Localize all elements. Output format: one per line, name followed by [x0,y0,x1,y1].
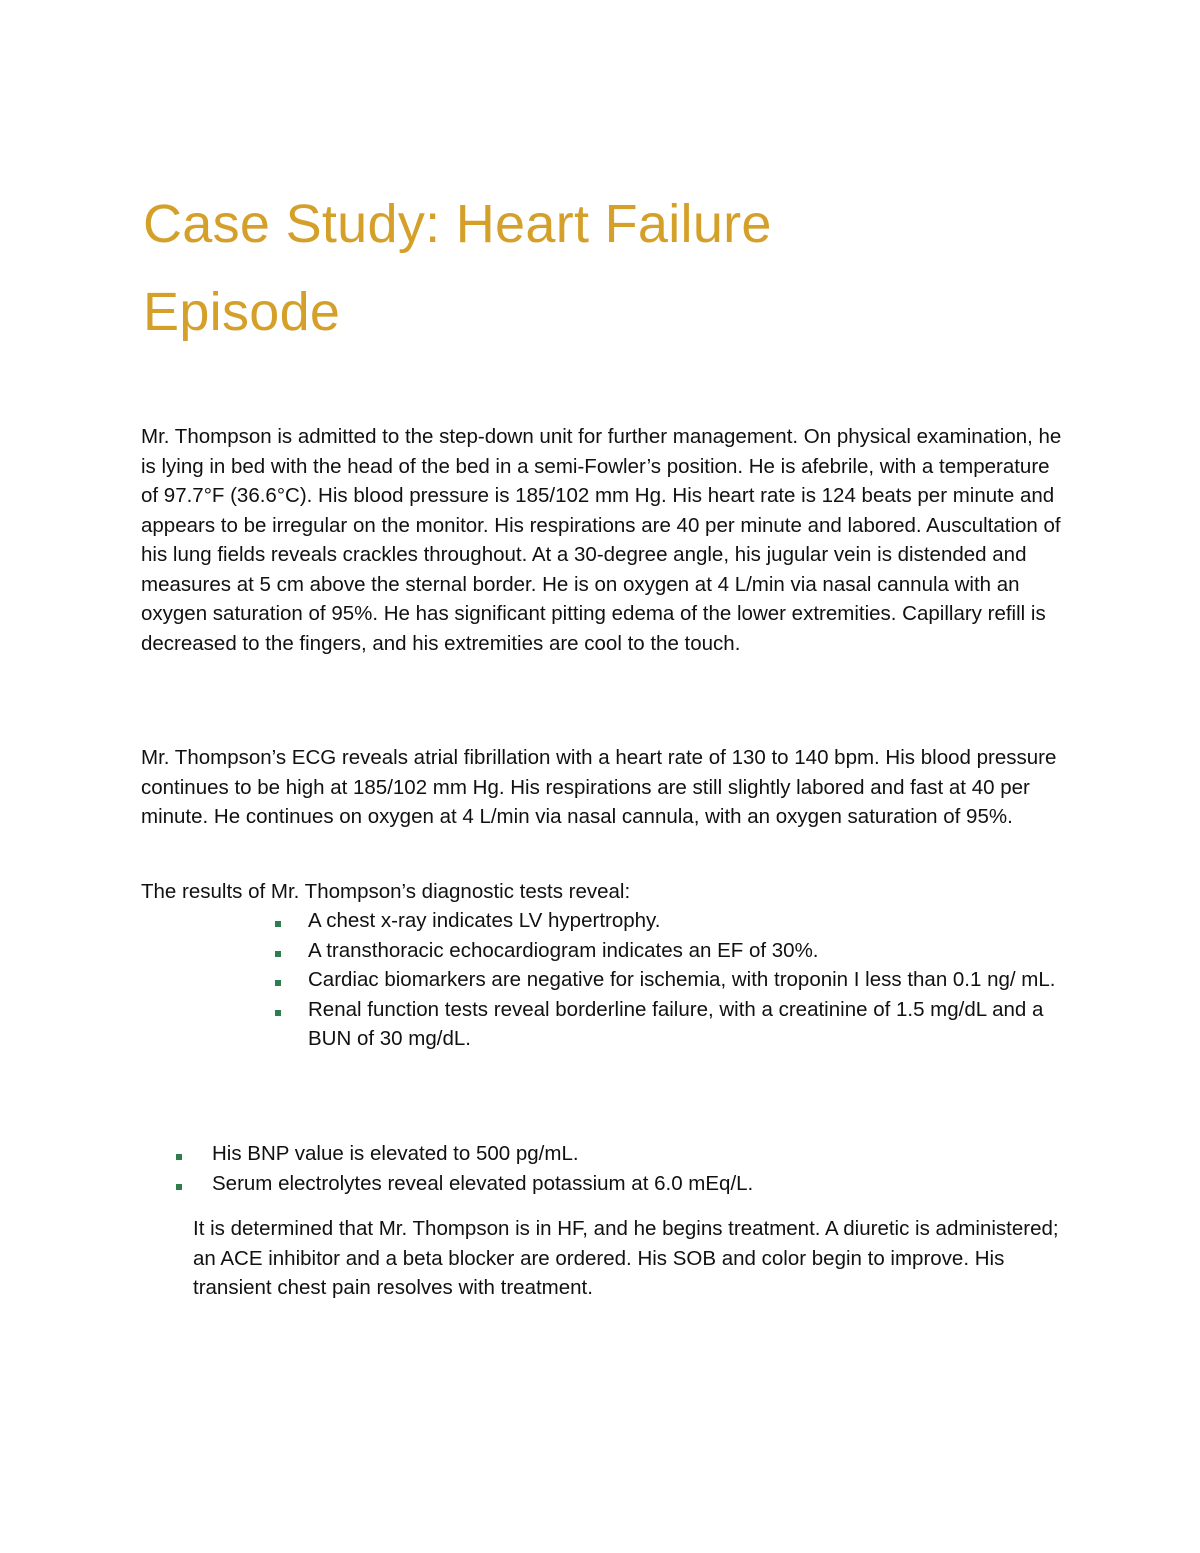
paragraph-ecg: Mr. Thompson’s ECG reveals atrial fibrillation with a heart rate of 130 to 140 bpm. His blood pressure continues to be high at 185/102 mm Hg. His respirations are still slightly labored and fast at 40 per minute. He continues on oxygen at 4 L/min via nasal cannula, with an oxygen saturation of 95%. [141,746,1057,828]
square-bullet-icon [176,1154,182,1160]
title-line-2: Episode [143,282,341,342]
list-item [308,936,1068,966]
list-item-text: A transthoracic echocardiogram indicates an EF of 30%. [308,938,819,962]
list-item [308,995,1068,1054]
square-bullet-icon [275,1010,281,1016]
list-item-text: A chest x-ray indicates LV hypertrophy. [308,909,661,932]
paragraph-admission: Mr. Thompson is admitted to the step-down unit for further management. On physical examination, he is lying in bed with the head of the bed in a semi-Fowler’s position. He is afebrile, with a temperature of 97.7°F (36.6°C). His blood pressure is 185/102 mm Hg. His heart rate is 124 beats per minute and appears to be irregular on the monitor. His respirations are 40 per minute and labored. Auscultation of his lung fields reveals crackles throughout. At a 30-degree angle, his jugular vein is distended and measures at 5 cm above the sternal border. He is on oxygen at 4 L/min via nasal cannula with an oxygen saturation of 95%. He has significant pitting edema of the lower extremities. Capillary refill is decreased to the fingers, and his extremities are cool to the touch. [141,425,1062,655]
paragraph-conclusion: It is determined that Mr. Thompson is in HF, and he begins treatment. A diuretic is administered; an ACE inhibitor and a beta blocker are ordered. His SOB and color begin to improve. His transient chest pain resolves with treatment. [193,1217,1059,1299]
list-item [212,1169,1072,1199]
list-item-text: His BNP value is elevated to 500 pg/mL. [212,1142,579,1165]
list-item [308,906,1068,936]
list-item-text: Renal function tests reveal borderline failure, with a creatinine of 1.5 mg/dL and a BUN of 30 mg/dL. [308,997,1044,1050]
list-item-text: Serum electrolytes reveal elevated potassium at 6.0 mEq/L. [212,1171,754,1195]
list-item [308,965,1068,995]
diagnostics-intro: The results of Mr. Thompson’s diagnostic tests reveal: [141,880,631,903]
document-title [143,180,1043,356]
square-bullet-icon [176,1184,182,1190]
square-bullet-icon [275,951,281,957]
list-item-text: Cardiac biomarkers are negative for ischemia, with troponin I less than 0.1 ng/ mL. [308,968,1056,991]
list-item [212,1139,1072,1169]
square-bullet-icon [275,980,281,986]
diagnostics-list [308,906,1068,1054]
square-bullet-icon [275,921,281,927]
labs-list [212,1139,1072,1198]
title-line-1: Case Study: Heart Failure [143,194,772,254]
